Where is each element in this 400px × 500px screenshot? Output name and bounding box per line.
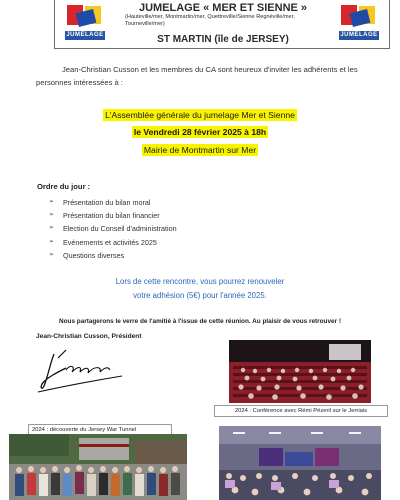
agenda-title: Ordre du jour : (37, 182, 91, 191)
event-venue-text: Mairie de Montmartin sur Mer (143, 145, 257, 155)
jumelage-logo-left (63, 3, 107, 41)
renewal-message (0, 275, 400, 303)
renewal-line-2: votre adhésion (5€) pour l'année 2025. (133, 291, 267, 300)
agenda-item-text: Questions diverses (63, 250, 125, 260)
agenda-item-text: Evénements et activités 2025 (63, 237, 157, 247)
page-title: JUMELAGE « MER ET SIENNE » (138, 2, 308, 14)
tunnel-group-photo (9, 434, 187, 500)
arrow-bullet-icon: ➢ (49, 225, 55, 232)
handwritten-signature (36, 348, 124, 394)
tunnel-caption: 2024 : découverte du Jersey War Tunnel (28, 424, 172, 436)
header-box (54, 0, 390, 49)
agenda-item (49, 222, 177, 235)
conference-photo (229, 340, 371, 403)
agenda-item (49, 209, 177, 222)
event-title-text: L'Assemblée générale du jumelage Mer et Sienne (105, 110, 295, 120)
agenda-item-text: Election du Conseil d'administration (63, 224, 177, 234)
agenda-item (49, 249, 177, 262)
logo-label: JUMELAGE (340, 32, 378, 38)
agenda-item-text: Présentation du bilan financier (63, 211, 160, 221)
agenda-item-text: Présentation du bilan moral (63, 198, 151, 207)
event-venue (0, 145, 400, 155)
hall-event-photo (219, 426, 381, 500)
flag-blue-icon (350, 9, 371, 27)
partner-location: ST MARTIN (île de JERSEY) (157, 34, 289, 45)
agenda-item (49, 196, 177, 209)
logo-label: JUMELAGE (66, 32, 104, 38)
event-date (0, 127, 400, 137)
event-date-text: le Vendredi 28 février 2025 à 18h (133, 127, 267, 137)
renewal-line-1: Lors de cette rencontre, vous pourrez renouveler (115, 277, 285, 286)
arrow-bullet-icon: ➢ (49, 212, 55, 219)
agenda-item (49, 236, 177, 249)
event-title (0, 110, 400, 120)
signer-name: Jean-Christian Cusson, Président (36, 333, 142, 340)
towns-list: (Hauteville/mer, Montmartin/mer, Quettreville/Sienne Regnéville/mer, Tourneville/mer) (125, 14, 295, 27)
sharing-note: Nous partagerons le verre de l'amitié à l'issue de cette réunion. Au plaisir de vous retrouver ! (59, 318, 341, 325)
jumelage-logo-right (337, 3, 381, 41)
conference-caption: 2024 : Conférence avec Rémi Pézeril sur le Jerriais (214, 405, 388, 417)
intro-text: Jean-Christian Cusson et les membres du CA sont heureux d'inviter les adhérents et les personnes intéressées à : (36, 65, 358, 87)
agenda-list (49, 196, 177, 262)
arrow-bullet-icon: ➢ (49, 238, 55, 245)
arrow-bullet-icon: ➢ (49, 251, 55, 258)
arrow-bullet-icon: ➢ (49, 199, 55, 205)
flag-blue-icon (76, 9, 97, 27)
